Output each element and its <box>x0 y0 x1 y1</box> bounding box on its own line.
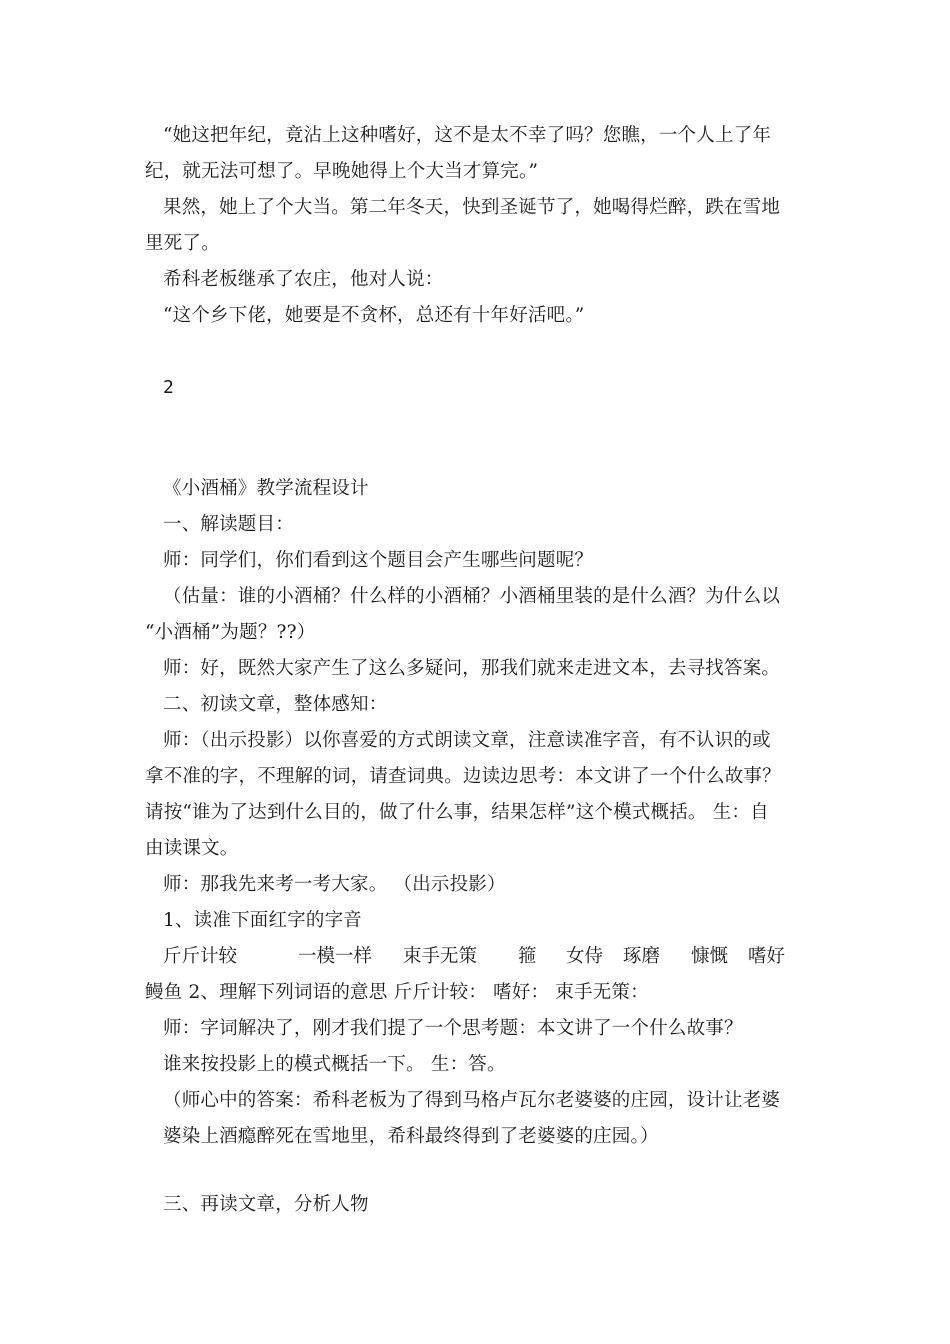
paragraph-line: 师：同学们，你们看到这个题目会产生哪些问题呢？ <box>163 550 594 571</box>
story-line: “她这把年纪，竟沾上这种嗜好，这不是太不幸了吗？您瞧，一个人上了年 <box>163 125 772 146</box>
vocab-word: 女侍 <box>566 946 604 967</box>
section-heading: 三、再读文章，分析人物 <box>163 1194 369 1215</box>
paragraph-line: 师：（出示投影）以你喜爱的方式朗读文章，注意读准字音，有不认识的或 <box>163 730 771 751</box>
vocab-word: 慷慨 <box>691 946 729 967</box>
vocab-word: 一模一样 <box>298 946 373 967</box>
paragraph-line: “小酒桶”为题？??） <box>145 622 316 643</box>
paragraph-line: 1、读准下面红字的字音 <box>163 910 362 931</box>
paragraph-line: （估量：谁的小酒桶？什么样的小酒桶？小酒桶里装的是什么酒？为什么以 <box>163 586 781 607</box>
story-line: 果然，她上了个大当。第二年冬天，快到圣诞节了，她喝得烂醉，跌在雪地 <box>163 197 781 218</box>
story-line: 希科老板继承了农庄，他对人说： <box>163 269 444 290</box>
vocab-word: 箍 <box>518 946 537 967</box>
vocab-word: 斤斤计较 <box>163 946 238 967</box>
lesson-title: 《小酒桶》教学流程设计 <box>163 478 369 499</box>
paragraph-line: 谁来按投影上的模式概括一下。 生：答。 <box>163 1054 506 1075</box>
paragraph-line: 鳗鱼 2、理解下列词语的意思 斤斤计较： 嗜好： 束手无策： <box>145 982 649 1003</box>
vocab-word: 嗜好 <box>748 946 786 967</box>
vocab-word: 束手无策 <box>403 946 478 967</box>
story-line: 纪，就无法可想了。早晚她得上个大当才算完。” <box>145 161 539 182</box>
section-heading: 二、初读文章，整体感知： <box>163 694 388 715</box>
paragraph-line: 师：字词解决了，刚才我们提了一个思考题：本文讲了一个什么故事？ <box>163 1018 743 1039</box>
section-heading: 一、解读题目： <box>163 514 294 535</box>
paragraph-line: （师心中的答案：希科老板为了得到马格卢瓦尔老婆婆的庄园，设计让老婆 <box>163 1090 781 1111</box>
story-line: 里死了。 <box>145 233 220 254</box>
paragraph-line: 请按“谁为了达到什么目的，做了什么事，结果怎样”这个模式概括。 生：自 <box>145 802 769 823</box>
paragraph-line: 婆染上酒瘾醉死在雪地里，希科最终得到了老婆婆的庄园。） <box>163 1126 659 1147</box>
story-line: “这个乡下佬，她要是不贪杯，总还有十年好活吧。” <box>163 305 585 326</box>
paragraph-line: 拿不准的字，不理解的词，请查词典。边读边思考：本文讲了一个什么故事？ <box>145 766 781 787</box>
vocab-word: 琢磨 <box>623 946 661 967</box>
page-number: 2 <box>163 377 174 398</box>
paragraph-line: 师：那我先来考一考大家。 （出示投影） <box>163 874 506 895</box>
paragraph-line: 师：好，既然大家产生了这么多疑问，那我们就来走进文本，去寻找答案。 <box>163 658 781 679</box>
paragraph-line: 由读课文。 <box>145 838 239 859</box>
